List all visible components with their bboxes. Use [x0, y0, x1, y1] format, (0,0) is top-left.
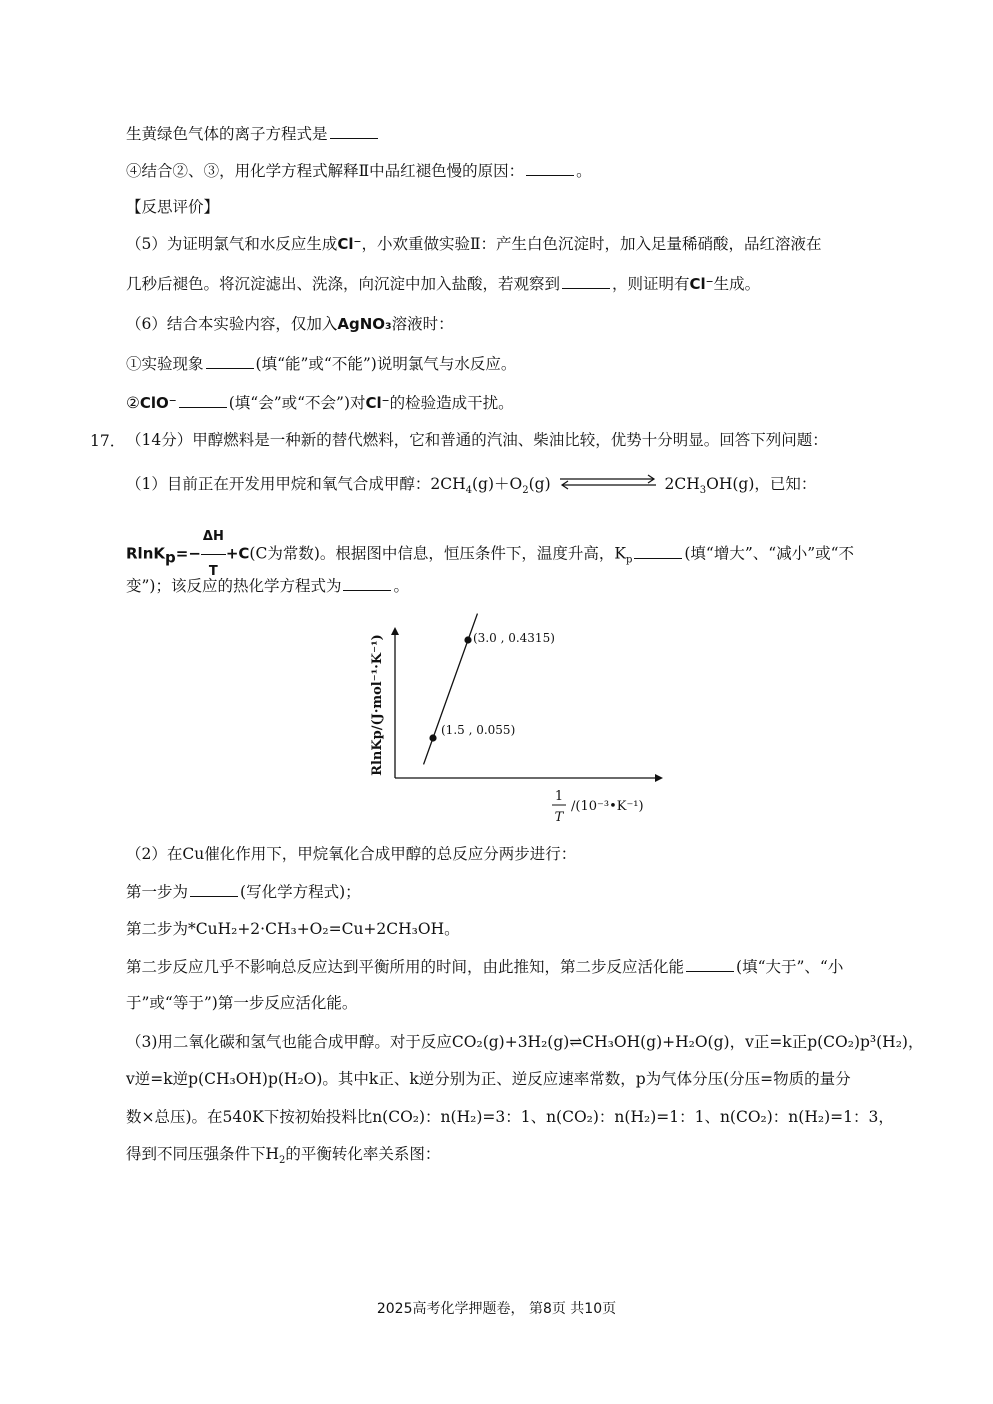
answer-blank[interactable]: [206, 352, 254, 369]
subscript: p: [165, 548, 176, 567]
chem-formula: Cl⁻: [689, 275, 714, 293]
text-span: 实验现象: [141, 355, 204, 373]
answer-blank[interactable]: [562, 272, 610, 289]
text-span: 变”)；该反应的热化学方程式为: [126, 577, 342, 595]
data-label: (1.5 , 0.055): [441, 723, 516, 737]
x-axis-arrow: [655, 774, 663, 782]
text-line: [126, 352, 516, 375]
x-label-unit: /(10⁻³•K⁻¹): [571, 799, 644, 814]
text-span: 2CH: [664, 475, 700, 493]
answer-blank[interactable]: [526, 159, 574, 176]
text-line: [126, 880, 361, 903]
text-span: ，则证明有: [612, 275, 690, 293]
text-span: (g)＋O: [471, 475, 523, 493]
text-span: （2）在Cu催化作用下，甲烷氧化合成甲醇的总反应分两步进行：: [126, 845, 577, 863]
text-span: 、: [188, 162, 204, 180]
fraction-numerator: ΔH: [201, 520, 226, 555]
circled-number: ②: [126, 394, 140, 412]
text-span: 。: [393, 577, 409, 595]
rlnkp-vs-inverse-t-chart: [355, 605, 675, 835]
text-span: +C: [225, 544, 250, 563]
text-line: [126, 391, 514, 414]
text-span: ，用化学方程式解释Ⅱ中品红褪色慢的原因：: [219, 162, 525, 180]
subscript: 4: [465, 485, 472, 497]
data-point: [429, 734, 436, 741]
text-line: [126, 313, 454, 335]
answer-blank[interactable]: [190, 880, 238, 897]
circled-number: ①: [126, 355, 142, 373]
text-line: [126, 843, 576, 865]
text-span: 得到不同压强条件下H: [126, 1145, 280, 1163]
circled-number: ④: [126, 162, 142, 180]
text-span: 的检验造成干扰。: [389, 394, 514, 412]
text-line: [126, 574, 409, 597]
text-span: 。: [576, 162, 592, 180]
series-line: [424, 614, 478, 765]
text-span: 生黄绿色气体的离子方程式是: [126, 125, 328, 143]
y-axis-arrow: [391, 627, 399, 635]
text-span: ，小欢重做实验Ⅱ：产生白色沉淀时，加入足量稀硝酸，品红溶液在: [361, 235, 822, 253]
text-span: （5）为证明氯气和水反应生成: [126, 235, 338, 253]
text-span: 第二步为*CuH₂+2·CH₃+O₂=Cu+2CH₃OH。: [126, 920, 460, 938]
question-number: 17．: [90, 432, 126, 450]
text-line: [126, 992, 357, 1014]
text-line: [126, 1106, 894, 1128]
text-span: （14分）甲醇燃料是一种新的替代燃料，它和普通的汽油、柴油比较，优势十分明显。回答下列问题：: [126, 431, 828, 449]
text-span: (写化学方程式)；: [240, 883, 361, 901]
subscript: p: [625, 554, 633, 566]
circled-number: ②: [172, 162, 189, 180]
page-footer: 2025高考化学押题卷， 第8页 共10页: [376, 1301, 617, 1317]
text-span: 生成。: [713, 275, 761, 293]
text-span: 几秒后褪色。将沉淀滤出、洗涤，向沉淀中加入盐酸，若观察到: [126, 275, 561, 293]
chem-formula: RlnK: [126, 544, 165, 563]
subscript: 3: [699, 485, 707, 497]
data-label: (3.0 , 0.4315): [473, 631, 555, 645]
subscript: 2: [279, 1155, 286, 1167]
text-line: [126, 1143, 440, 1172]
text-line: [126, 122, 380, 145]
subscript: 2: [522, 485, 529, 497]
text-span: （3)用二氧化碳和氢气也能合成甲醇。对于反应CO₂(g)+3H₂(g)⇌CH₃OH(g)+H₂O(g)，v正=k正p(CO₂)p³(H₂)，: [126, 1033, 924, 1051]
text-span: 于”或“等于”)第一步反应活化能。: [126, 994, 358, 1012]
text-span: 数×总压)。在540K下按初始投料比n(CO₂)：n(H₂)=3：1、n(CO₂)：n(H₂)=1：1、n(CO₂)：n(H₂)=1：3，: [126, 1108, 894, 1126]
text-line: [126, 918, 460, 940]
answer-blank[interactable]: [686, 955, 734, 972]
text-line: [126, 955, 843, 978]
text-line: [126, 159, 592, 182]
text-span: 第二步反应几乎不影响总反应达到平衡所用的时间，由此推知，第二步反应活化能: [126, 958, 685, 976]
text-line: [126, 272, 760, 295]
x-label-numerator: 1: [554, 789, 564, 804]
x-label-denominator: T: [554, 810, 564, 825]
text-span: （1）目前正在开发用甲烷和氧气合成甲醇：2CH: [126, 475, 466, 493]
answer-blank[interactable]: [179, 391, 227, 408]
reaction-arrow: [556, 472, 660, 498]
text-span: (填“能”或“不能”)说明氯气与水反应。: [255, 355, 517, 373]
chem-formula: ClO⁻: [139, 394, 177, 412]
text-line: [126, 1031, 923, 1053]
data-point: [464, 636, 471, 643]
text-span: 的平衡转化率关系图：: [285, 1145, 441, 1163]
text-span: (填“大于”、“小: [736, 958, 844, 976]
question-stem: [126, 429, 828, 451]
answer-blank[interactable]: [330, 122, 378, 139]
text-span: OH(g)，已知：: [706, 475, 817, 493]
chem-formula: AgNO₃: [337, 315, 392, 333]
chem-formula: Cl⁻: [365, 394, 390, 412]
text-span: (填“增大”、“减小”或“不: [684, 544, 855, 563]
text-span: 溶液时：: [391, 315, 454, 333]
answer-blank[interactable]: [634, 542, 682, 559]
fraction-denominator: T: [208, 564, 218, 579]
text-span: (g): [528, 475, 551, 493]
text-span: 结合: [141, 162, 173, 180]
text-span: v逆=k逆p(CH₃OH)p(H₂O)。其中k正、k逆分别为正、逆反应速率常数，p为气体分压(分压=物质的量分: [126, 1070, 851, 1088]
chem-formula: Cl⁻: [337, 235, 362, 253]
text-span: =−: [175, 544, 201, 563]
circled-number: ③: [203, 162, 220, 180]
y-axis-label: RlnKp/(J·mol⁻¹·K⁻¹): [370, 634, 385, 776]
text-line: [126, 233, 822, 255]
text-line: [126, 1068, 851, 1090]
section-heading: [126, 196, 219, 218]
text-span: (C为常数)。根据图中信息，恒压条件下，温度升高，K: [249, 544, 626, 563]
answer-blank[interactable]: [343, 574, 391, 591]
text-line: [126, 472, 816, 502]
text-span: 【反思评价】: [126, 198, 220, 216]
text-span: 第一步为: [126, 883, 189, 901]
text-span: （6）结合本实验内容，仅加入: [126, 315, 338, 333]
text-span: (填“会”或“不会”)对: [228, 394, 366, 412]
